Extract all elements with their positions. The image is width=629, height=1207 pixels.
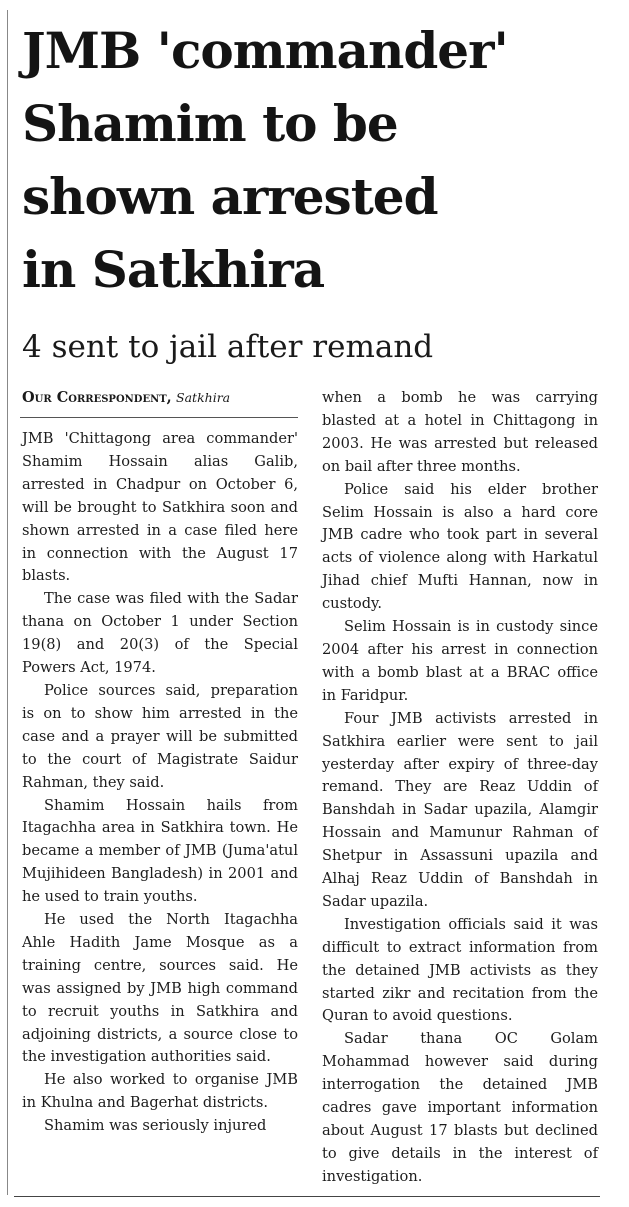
paragraph: Sadar thana OC Golam Mohammad however said during interrogation the detained JMB cadres gave important information about August 17 blasts but declined to give details in the interest of investigation. [322,1030,598,1185]
byline-rule [20,417,298,418]
headline-line: Shamim to be [22,94,398,153]
paragraph: Shamim was seriously injured [44,1117,267,1135]
paragraph: Four JMB activists arrested in Satkhira earlier were sent to jail yesterday after expiry of three-day remand. They are Reaz Uddin of Banshdah in Sadar upazila, Alamgir Hossain and Mamunur Rahman of Shetpur in Assassuni upazila and Alhaj Reaz Uddin of Banshdah in Sadar upazila. [322,709,598,910]
paragraph: Police sources said, preparation is on to show him arrested in the case and a prayer will be submitted to the court of Magistrate Saidur Rahman, they said. [22,681,298,791]
paragraph: The case was filed with the Sadar thana on October 1 under Section 19(8) and 20(3) of the Special Powers Act, 1974. [22,590,298,677]
paragraph-continuation: when a bomb he was carrying blasted at a hotel in Chittagong in 2003. He was arrested but released on bail after three months. [322,389,598,475]
paragraph: Shamim Hossain hails from Itagachha area in Satkhira town. He became a member of JMB (Juma'atul Mujihideen Bangladesh) in 2001 and he used to train youths. [22,796,298,906]
article-column-left [22,428,298,1138]
paragraph: Police said his elder brother Selim Hossain is also a hard core JMB cadre who took part in several acts of violence along with Harkatul Jihad chief Mufti Hannan, now in custody. [322,480,598,613]
paragraph: Selim Hossain is in custody since 2004 after his arrest in connection with a bomb blast at a BRAC office in Faridpur. [322,618,598,704]
article-column-right [322,387,598,1189]
paragraph: Investigation officials said it was difficult to extract information from the detained JMB activists as they started zikr and recitation from the Quran to avoid questions. [322,915,598,1025]
headline-line: JMB 'commander' [22,21,508,80]
headline-line: shown arrested [22,167,438,226]
byline-place: Satkhira [176,390,231,405]
left-column-rule [7,10,8,1195]
headline [22,14,622,306]
byline [22,389,298,406]
bottom-rule [14,1196,600,1197]
paragraph: He also worked to organise JMB in Khulna and Bagerhat districts. [22,1071,298,1112]
subheadline: 4 sent to jail after remand [22,329,434,365]
paragraph: JMB 'Chittagong area commander' Shamim Hossain alias Galib, arrested in Chadpur on October 6, will be brought to Satkhira soon and shown arrested in a case filed here in connection with the August 17 blasts. [22,430,298,585]
headline-line: in Satkhira [22,240,325,299]
paragraph: He used the North Itagachha Ahle Hadith Jame Mosque as a training centre, sources said. He was assigned by JMB high command to recruit youths in Satkhira and adjoining districts, a source close to the investigation authorities said. [22,911,298,1066]
byline-name: Our Correspondent, [22,389,172,406]
